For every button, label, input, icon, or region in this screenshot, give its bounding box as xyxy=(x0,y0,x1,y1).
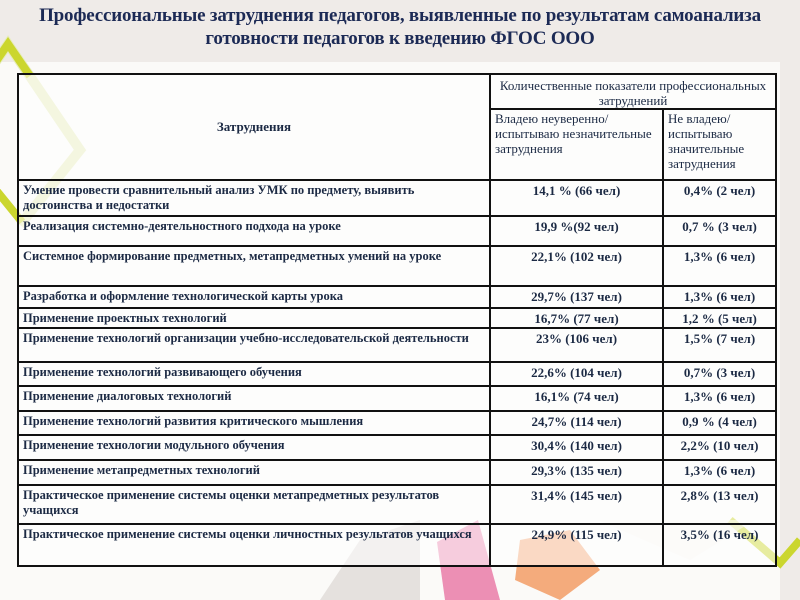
row-label: Применение диалоговых технологий xyxy=(18,386,490,411)
row-label: Практическое применение системы оценки метапредметных результатов учащихся xyxy=(18,485,490,524)
header-major-difficulties: Не владею/ испытываю значительные затруднения xyxy=(663,109,776,180)
row-label: Применение технологий развивающего обучения xyxy=(18,362,490,386)
row-major-value: 0,7 % (3 чел) xyxy=(663,216,776,246)
table-row xyxy=(18,180,776,216)
table-header-row-1 xyxy=(18,74,776,109)
row-label: Разработка и оформление технологической карты урока xyxy=(18,286,490,308)
row-minor-value: 16,7% (77 чел) xyxy=(490,308,663,328)
row-minor-value: 24,9% (115 чел) xyxy=(490,524,663,566)
row-label: Практическое применение системы оценки личностных результатов учащихся xyxy=(18,524,490,566)
row-label: Умение провести сравнительный анализ УМК по предмету, выявить достоинства и недостатки xyxy=(18,180,490,216)
table-row xyxy=(18,386,776,411)
table-row xyxy=(18,411,776,435)
row-major-value: 1,2 % (5 чел) xyxy=(663,308,776,328)
row-minor-value: 22,1% (102 чел) xyxy=(490,246,663,286)
row-major-value: 1,3% (6 чел) xyxy=(663,286,776,308)
row-major-value: 1,3% (6 чел) xyxy=(663,460,776,485)
row-minor-value: 23% (106 чел) xyxy=(490,328,663,362)
row-minor-value: 29,7% (137 чел) xyxy=(490,286,663,308)
row-major-value: 1,3% (6 чел) xyxy=(663,386,776,411)
row-label: Применение технологии модульного обучения xyxy=(18,435,490,460)
header-minor-difficulties: Владею неуверенно/ испытываю незначительные затруднения xyxy=(490,109,663,180)
table-row xyxy=(18,246,776,286)
row-minor-value: 29,3% (135 чел) xyxy=(490,460,663,485)
row-major-value: 0,7% (3 чел) xyxy=(663,362,776,386)
row-minor-value: 22,6% (104 чел) xyxy=(490,362,663,386)
row-minor-value: 31,4% (145 чел) xyxy=(490,485,663,524)
row-major-value: 0,9 % (4 чел) xyxy=(663,411,776,435)
row-major-value: 1,3% (6 чел) xyxy=(663,246,776,286)
row-label: Применение проектных технологий xyxy=(18,308,490,328)
row-label: Применение технологий организации учебно-исследовательской деятельности xyxy=(18,328,490,362)
header-difficulties: Затруднения xyxy=(18,74,490,180)
row-minor-value: 30,4% (140 чел) xyxy=(490,435,663,460)
table-row xyxy=(18,485,776,524)
row-major-value: 2,8% (13 чел) xyxy=(663,485,776,524)
row-major-value: 2,2% (10 чел) xyxy=(663,435,776,460)
table-row xyxy=(18,328,776,362)
row-major-value: 1,5% (7 чел) xyxy=(663,328,776,362)
difficulties-table xyxy=(17,73,777,567)
page-title xyxy=(0,4,800,50)
row-label: Применение метапредметных технологий xyxy=(18,460,490,485)
table-row xyxy=(18,286,776,308)
table-row xyxy=(18,308,776,328)
row-label: Применение технологий развития критического мышления xyxy=(18,411,490,435)
table-row xyxy=(18,362,776,386)
table-row xyxy=(18,435,776,460)
row-label: Системное формирование предметных, метапредметных умений на уроке xyxy=(18,246,490,286)
row-minor-value: 14,1 % (66 чел) xyxy=(490,180,663,216)
row-major-value: 0,4% (2 чел) xyxy=(663,180,776,216)
title-line-1: Профессиональные затруднения педагогов, выявленные по результатам самоанализа xyxy=(39,5,761,26)
row-minor-value: 16,1% (74 чел) xyxy=(490,386,663,411)
table-row xyxy=(18,524,776,566)
title-line-2: готовности педагогов к введению ФГОС ООО xyxy=(205,28,595,49)
row-minor-value: 19,9 %(92 чел) xyxy=(490,216,663,246)
table-row xyxy=(18,460,776,485)
row-major-value: 3,5% (16 чел) xyxy=(663,524,776,566)
header-quantitative-group: Количественные показатели профессиональных затруднений xyxy=(490,74,776,109)
table-row xyxy=(18,216,776,246)
row-label: Реализация системно-деятельностного подхода на уроке xyxy=(18,216,490,246)
row-minor-value: 24,7% (114 чел) xyxy=(490,411,663,435)
